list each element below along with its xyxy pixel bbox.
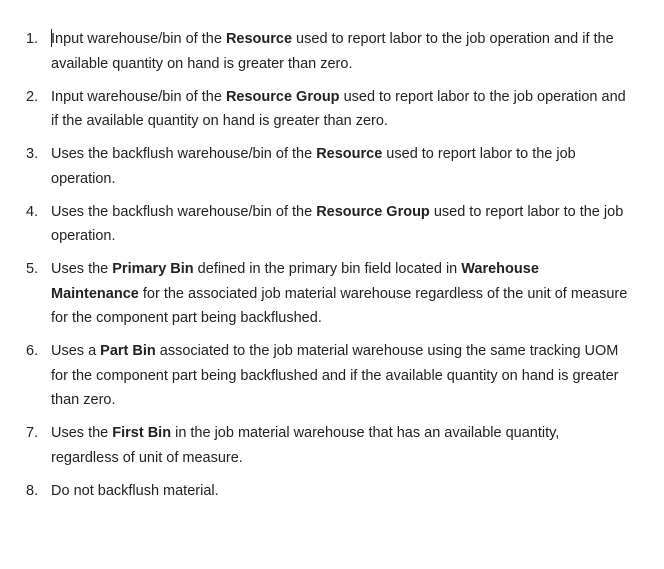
bold-term: Warehouse Maintenance bbox=[51, 261, 539, 302]
list-item-text[interactable] bbox=[51, 483, 219, 499]
list-item bbox=[0, 479, 664, 504]
text-run: used to report labor to the job operation and if the available quantity on hand is greater than zero. bbox=[51, 31, 614, 72]
bold-term: Resource Group bbox=[225, 88, 340, 105]
list-item-text[interactable] bbox=[51, 204, 623, 245]
bold-term: Resource bbox=[316, 146, 383, 162]
text-run: Input warehouse/bin of the bbox=[51, 31, 226, 47]
bold-term: Resource Group bbox=[316, 203, 430, 220]
list-item bbox=[0, 257, 664, 331]
text-run: Uses the backflush warehouse/bin of the bbox=[51, 203, 317, 220]
list-item-number: 3. bbox=[26, 146, 39, 162]
list-item-text[interactable] bbox=[51, 89, 626, 130]
bold-term: Resource bbox=[225, 31, 293, 47]
text-run: Uses the bbox=[51, 425, 113, 441]
list-item-number: 2. bbox=[26, 88, 39, 105]
text-run: Uses the bbox=[51, 261, 113, 277]
text-run: Uses the backflush warehouse/bin of the bbox=[51, 146, 317, 162]
list-item-number: 8. bbox=[26, 482, 39, 499]
text-run: Uses a bbox=[51, 343, 101, 359]
list-item bbox=[0, 85, 664, 134]
list-item bbox=[0, 200, 664, 249]
list-item-number: 1. bbox=[26, 31, 39, 47]
list-item-text[interactable] bbox=[51, 31, 614, 72]
list-item-text[interactable] bbox=[51, 343, 619, 408]
list-item-number: 4. bbox=[26, 203, 39, 220]
text-run: defined in the primary bin field located in bbox=[193, 261, 462, 277]
text-run: Input warehouse/bin of the bbox=[51, 88, 226, 105]
list-item-text[interactable] bbox=[51, 261, 627, 326]
bold-term: First Bin bbox=[112, 425, 172, 441]
list-item-number: 5. bbox=[26, 261, 39, 277]
text-run: for the associated job material warehouse regardless of the unit of measure for the component part being backflushed. bbox=[51, 285, 628, 326]
list-item-number: 7. bbox=[26, 425, 39, 441]
text-run: used to report labor to the job operation. bbox=[51, 203, 624, 244]
text-run: Do not backflush material. bbox=[51, 482, 219, 499]
bold-term: Part Bin bbox=[100, 343, 156, 359]
backflush-rules-list bbox=[0, 27, 664, 512]
list-item-text[interactable] bbox=[51, 146, 576, 187]
list-item bbox=[0, 339, 664, 413]
list-item-text[interactable] bbox=[51, 425, 559, 466]
text-run: used to report labor to the job operation. bbox=[51, 146, 576, 187]
text-run: used to report labor to the job operation and if the available quantity on hand is greater than zero. bbox=[51, 88, 626, 129]
text-run: in the job material warehouse that has an available quantity, regardless of unit of measure. bbox=[51, 425, 560, 466]
list-item bbox=[0, 142, 664, 191]
bold-term: Primary Bin bbox=[112, 261, 194, 277]
list-item bbox=[0, 27, 664, 76]
text-run: associated to the job material warehouse using the same tracking UOM for the component part being backflushed and if the available quantity on hand is greater than zero. bbox=[51, 343, 619, 408]
list-item bbox=[0, 421, 664, 470]
list-item-number: 6. bbox=[26, 343, 39, 359]
